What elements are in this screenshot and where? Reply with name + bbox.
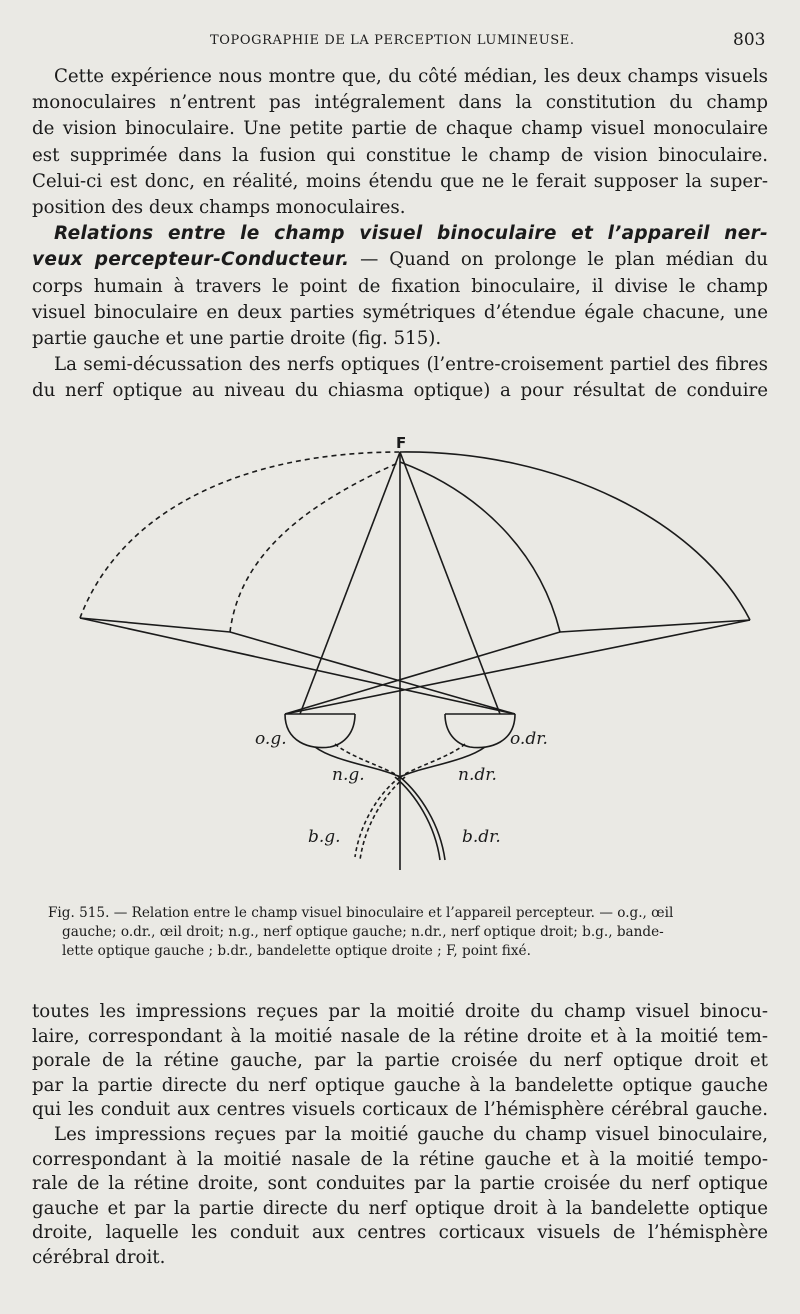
text-line: corps humain à travers le point de fixation binoculaire, il divise le champ: [32, 275, 768, 297]
caption-line: lette optique gauche ; b.dr., bandelette optique droite ; F, point fixé.: [62, 943, 531, 959]
section-heading-italic: veux percepteur-Conducteur.: [32, 249, 350, 271]
right-eye: [445, 714, 515, 748]
text-line: de vision binoculaire. Une petite partie de chaque champ visuel monoculaire: [32, 118, 768, 140]
visual-line-left-outer: [80, 618, 515, 714]
text-line: est supprimée dans la fusion qui constitue le champ de vision binoculaire.: [32, 144, 768, 166]
text-line: cérébral droit.: [32, 1246, 166, 1268]
text-line: droite, laquelle les conduit aux centres corticaux visuels de l’hémisphère: [32, 1222, 768, 1244]
label-bdr: b.dr.: [462, 827, 501, 847]
label-ndr: n.dr.: [458, 765, 497, 785]
label-odr: o.dr.: [510, 729, 548, 749]
section-heading-text: Relations entre le champ visuel binoculaire et l’appareil ner-: [54, 223, 768, 245]
label-og: o.g.: [255, 729, 287, 749]
text-line: laire, correspondant à la moitié nasale de la rétine droite et à la moitié tem-: [32, 1025, 768, 1047]
visual-line-right-outer: [285, 620, 750, 714]
left-field-inner-arc: [230, 462, 400, 632]
running-title: TOPOGRAPHIE DE LA PERCEPTION LUMINEUSE.: [210, 33, 575, 48]
fixation-line-left: [300, 452, 400, 714]
section-text-start: — Quand on prolonge le plan médian du: [349, 249, 768, 271]
text-line: monoculaires n’entrent pas intégralement dans la constitution du champ: [32, 92, 768, 114]
caption-line: Fig. 515. — Relation entre le champ visuel binoculaire et l’appareil percepteur. — o.g., œil: [48, 905, 674, 921]
text-line: par la partie directe du nerf optique gauche à la bandelette optique gauche: [32, 1074, 768, 1096]
main-text-bottom: [32, 1000, 768, 1271]
text-line: toutes les impressions reçues par la moitié droite du champ visuel binocu-: [32, 1001, 768, 1022]
section-heading: [32, 221, 768, 247]
text-line: correspondant à la moitié nasale de la rétine gauche et à la moitié tempo-: [32, 1148, 768, 1170]
right-field-outer-arc: [400, 452, 750, 620]
text-line: qui les conduit aux centres visuels corticaux de l’hémisphère cérébral gauche.: [32, 1099, 768, 1121]
left-field-bottom: [80, 618, 230, 632]
left-eye: [285, 714, 355, 748]
text-line: porale de la rétine gauche, par la partie croisée du nerf optique droit et: [32, 1050, 768, 1072]
text-line: du nerf optique au niveau du chiasma optique) a pour résultat de conduire: [32, 380, 768, 402]
text-line: gauche et par la partie directe du nerf optique droit à la bandelette optique: [32, 1197, 768, 1219]
text-line: position des deux champs monoculaires.: [32, 196, 406, 218]
text-line: Les impressions reçues par la moitié gauche du champ visuel binoculaire,: [54, 1123, 768, 1145]
label-bg: b.g.: [308, 827, 341, 847]
text-line: Cette expérience nous montre que, du côté médian, les deux champs visuels: [54, 66, 768, 87]
caption-line: gauche; o.dr., œil droit; n.g., nerf optique gauche; n.dr., nerf optique droit; b.g., bande-: [62, 924, 664, 940]
page-number: 803: [733, 30, 766, 50]
right-optic-tract-2: [395, 777, 440, 860]
text-line: rale de la rétine droite, sont conduites par la partie croisée du nerf optique: [32, 1173, 768, 1195]
text-line: visuel binoculaire en deux parties symétriques d’étendue égale chacune, une: [32, 301, 768, 323]
text-line: Celui-ci est donc, en réalité, moins étendu que ne le ferait supposer la super-: [32, 170, 768, 192]
page-header: [0, 30, 800, 54]
visual-field-diagram: [60, 432, 760, 902]
label-F: F: [396, 434, 407, 452]
section-heading-continuation: [32, 247, 768, 273]
label-ng: n.g.: [332, 765, 365, 785]
visual-line-left-inner: [230, 632, 515, 714]
figure-caption: [48, 904, 768, 961]
right-field-inner-arc: [400, 462, 560, 632]
text-line: partie gauche et une partie droite (fig. 515).: [32, 327, 442, 349]
text-line: La semi-décussation des nerfs optiques (l’entre-croisement partiel des fibres: [54, 354, 768, 376]
main-text-top: [32, 64, 768, 404]
left-optic-tract-2: [360, 777, 405, 860]
figure-515: [60, 432, 760, 902]
